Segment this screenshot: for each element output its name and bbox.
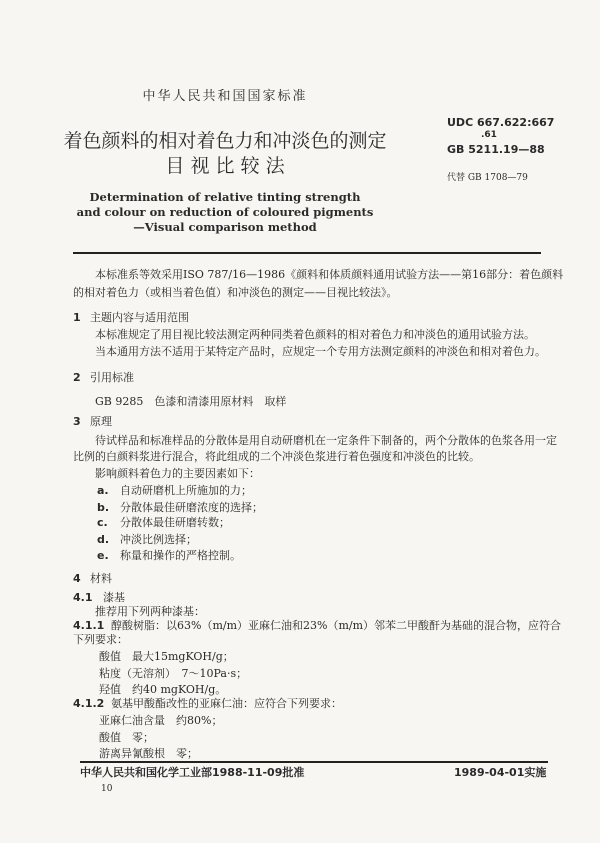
section-2-title: 引用标准	[90, 371, 134, 384]
section-3-line2: 比例的白颜料浆进行混合，将此组成的二个冲淡色浆进行着色强度和冲淡色的比较。	[73, 450, 480, 463]
section-4-1-title: 漆基	[103, 591, 125, 604]
header-rule	[73, 252, 541, 254]
list-item-a: 自动研磨机上所施加的力；	[120, 484, 252, 497]
section-2-line1: GB 9285 色漆和清漆用原材料 取样	[95, 395, 287, 408]
footer-rule	[80, 761, 548, 763]
section-1-number: 1	[73, 311, 81, 324]
spec-item: 亚麻仁油含量 约80%；	[99, 714, 223, 727]
section-4-1-2-number: 4.1.2	[73, 697, 105, 710]
title-cn-line1: 着色颜料的相对着色力和冲淡色的测定	[63, 130, 387, 152]
section-4-1-1-number: 4.1.1	[73, 619, 105, 632]
section-4-1-line: 推荐用下列两种漆基：	[95, 605, 205, 618]
title-en-line1: Determination of relative tinting strength	[89, 190, 361, 204]
list-item-c-key: c.	[97, 516, 108, 529]
section-4-1-1-line1: 醇酸树脂：以63%（m/m）亚麻仁油和23%（m/m）邻苯二甲酸酐为基础的混合物，应符合	[111, 619, 562, 632]
section-2-number: 2	[73, 371, 81, 384]
spec-item: 酸值 最大15mgKOH/g；	[99, 650, 234, 663]
section-4-number: 4	[73, 572, 81, 585]
udc-code: UDC 667.622:667	[447, 116, 555, 129]
list-item-d-key: d.	[97, 533, 110, 546]
effective-date: 1989-04-01实施	[454, 766, 547, 779]
section-3-line3: 影响颜料着色力的主要因素如下：	[95, 467, 260, 480]
section-3-line1: 待试样品和标准样品的分散体是用自动研磨机在一定条件下制备的，两个分散体的色浆各用一定	[95, 434, 557, 447]
list-item-e: 称量和操作的严格控制。	[120, 549, 241, 562]
spec-item: 羟值 约40 mgKOH/g。	[99, 683, 227, 696]
section-4-1-1-line2: 下列要求：	[73, 633, 128, 646]
list-item-b: 分散体最佳研磨浓度的选择；	[120, 501, 263, 514]
section-1-title: 主题内容与适用范围	[90, 311, 189, 324]
udc-code-cont: .61	[481, 130, 497, 140]
section-3-title: 原理	[90, 415, 112, 428]
spec-item: 酸值 零；	[99, 731, 154, 744]
approval-line: 中华人民共和国化学工业部1988-11-09批准	[80, 766, 305, 779]
list-item-b-key: b.	[97, 501, 110, 514]
title-cn-line2: 目 视 比 较 法	[165, 155, 285, 177]
section-4-title: 材料	[90, 572, 112, 585]
intro-line2: 的相对着色力（或相当着色值）和冲淡色的测定——目视比较法》。	[73, 286, 398, 299]
gb-number: GB 5211.19—88	[447, 143, 545, 156]
section-3-number: 3	[73, 415, 81, 428]
title-en-line3: —Visual comparison method	[133, 220, 317, 234]
section-4-1-2-line1: 氨基甲酸酯改性的亚麻仁油：应符合下列要求：	[111, 697, 342, 710]
list-item-e-key: e.	[97, 549, 109, 562]
standard-org: 中华人民共和国国家标准	[142, 89, 308, 104]
list-item-a-key: a.	[97, 484, 109, 497]
list-item-d: 冲淡比例选择；	[120, 533, 197, 546]
section-4-1-number: 4.1	[73, 591, 93, 604]
section-1-line2: 当本通用方法不适用于某特定产品时，应规定一个专用方法测定颜料的冲淡色和相对着色力。	[95, 345, 546, 358]
title-en-line2: and colour on reduction of coloured pigments	[76, 205, 374, 219]
intro-line1: 本标准系等效采用ISO 787/16—1986《颜料和体质颜料通用试验方法——第16部分：着色颜料	[95, 268, 564, 281]
page-number: 10	[101, 784, 113, 794]
spec-item: 粘度（无溶剂） 7～10Pa·s；	[99, 667, 248, 680]
spec-item: 游离异氰酸根 零；	[99, 747, 198, 760]
section-1-line1: 本标准规定了用目视比较法测定两种同类着色颜料的相对着色力和冲淡色的通用试验方法。	[95, 328, 535, 341]
list-item-c: 分散体最佳研磨转数；	[120, 516, 230, 529]
replaces-standard: 代替 GB 1708—79	[447, 173, 528, 183]
